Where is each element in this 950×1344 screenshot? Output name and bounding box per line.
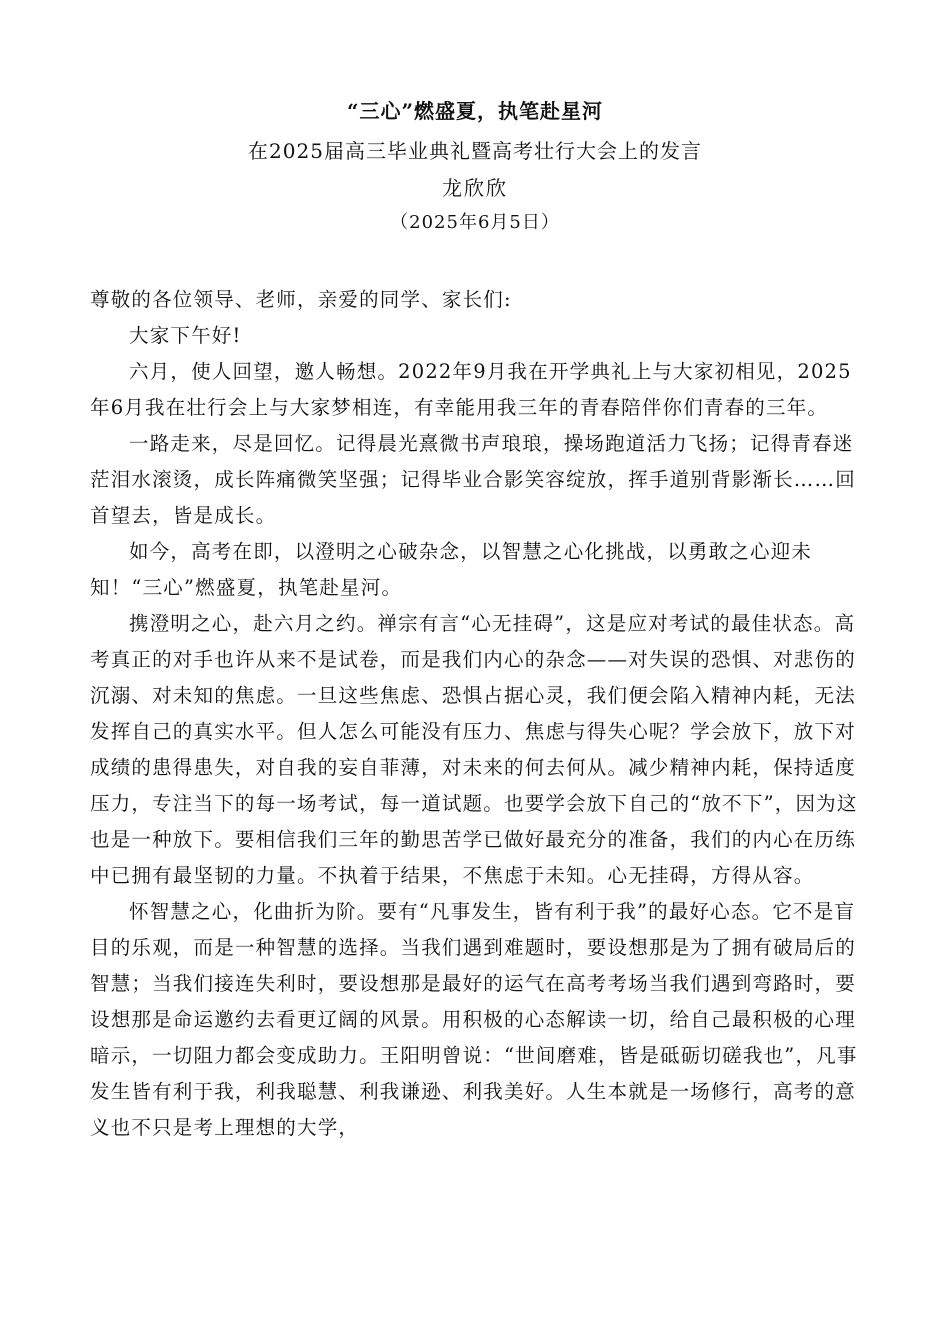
speech-date: （2025年6月5日）	[390, 212, 560, 233]
greeting: 大家下午好!	[129, 324, 242, 347]
paragraph-intro: 六月，使人回望，邀人畅想。2022年9月我在开学典礼上与大家初相见，2025年6月我在壮行会上与大家梦相连，有幸能用我三年的青春陪伴你们青春的三年。	[90, 360, 852, 419]
paragraph-wise-heart: 怀智慧之心，化曲折为阶。要有“凡事发生，皆有利于我”的最好心态。它不是盲目的乐观，而是一种智慧的选择。当我们遇到难题时，要设想那是为了拥有破局后的智慧；当我们接连失利时，要设想那是最好的运气在高考考场当我们遇到弯路时，要设想那是命运邀约去看更辽阔的风景。用积极的心态解读一切，给自己最积极的心理暗示，一切阻力都会变成助力。王阳明曾说：“世间磨难，皆是砥砺切磋我也”，凡事发生皆有利于我，利我聪慧、利我谦逊、利我美好。人生本就是一场修行，高考的意义也不只是考上理想的大学，	[90, 900, 858, 1139]
speech-body	[90, 282, 870, 1146]
speech-subtitle: 在2025届高三毕业典礼暨高考壮行大会上的发言	[248, 139, 702, 163]
paragraph-clear-heart: 携澄明之心，赴六月之约。禅宗有言“心无挂碍”，这是应对考试的最佳状态。高考真正的对手也许从来不是试卷，而是我们内心的杂念——对失误的恐惧、对悲伤的沉溺、对未知的焦虑。一旦这些焦虑、恐惧占据心灵，我们便会陷入精神内耗，无法发挥自己的真实水平。但人怎么可能没有压力、焦虑与得失心呢？学会放下，放下对成绩的患得患失，对自我的妄自菲薄，对未来的何去何从。减少精神内耗，保持适度压力，专注当下的每一场考试，每一道试题。也要学会放下自己的“放不下”，因为这也是一种放下。要相信我们三年的勤思苦学已做好最充分的准备，我们的内心在历练中已拥有最坚韧的力量。不执着于结果，不焦虑于未知。心无挂碍，方得从容。	[90, 612, 858, 887]
salutation: 尊敬的各位领导、老师，亲爱的同学、家长们:	[90, 288, 512, 311]
speech-author: 龙欣欣	[442, 176, 508, 200]
paragraph-three-hearts: 如今，高考在即，以澄明之心破杂念，以智慧之心化挑战，以勇敢之心迎未知！“三心”燃盛夏，执笔赴星河。	[90, 540, 813, 599]
paragraph-memories: 一路走来，尽是回忆。记得晨光熹微书声琅琅，操场跑道活力飞扬；记得青春迷茫泪水滚烫，成长阵痛微笑坚强；记得毕业合影笑容绽放，挥手道别背影渐长……回首望去，皆是成长。	[90, 432, 856, 527]
speech-title: “三心”燃盛夏，执笔赴星河	[346, 99, 603, 123]
